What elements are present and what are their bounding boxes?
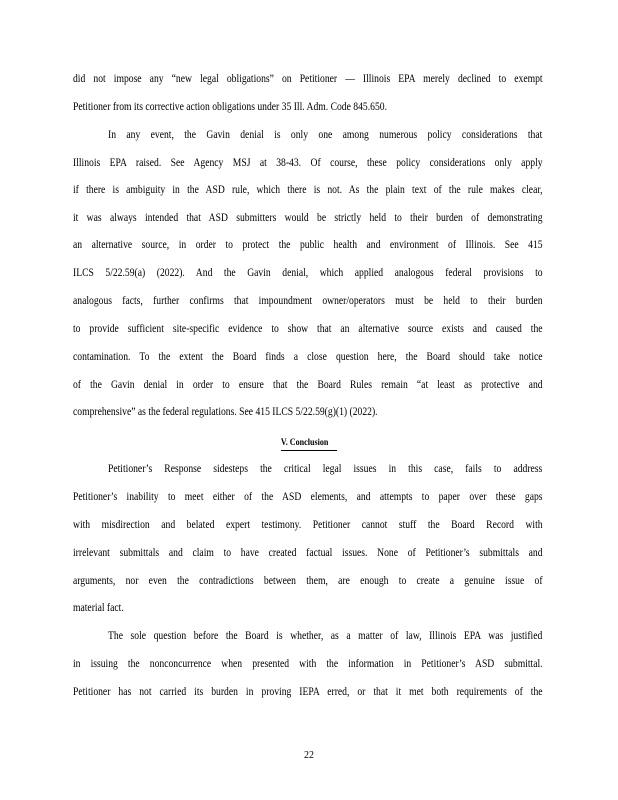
paragraph-line: to provide sufficient site-specific evidence to show that an alternative source exists and caused the: [73, 323, 543, 335]
paragraph-line: in issuing the nonconcurrence when presented with the information in Petitioner’s ASD submittal.: [73, 658, 543, 670]
paragraph-line: Petitioner has not carried its burden in proving IEPA erred, or that it met both requirements of the: [73, 686, 543, 698]
paragraph-line: Petitioner’s inability to meet either of the ASD elements, and attempts to paper over these gaps: [73, 491, 543, 503]
paragraph-line: irrelevant submittals and claim to have created factual issues. None of Petitioner’s submittals and: [73, 547, 543, 559]
paragraph-line: if there is ambiguity in the ASD rule, which there is not. As the plain text of the rule makes clear,: [73, 184, 543, 196]
page-number: 22: [304, 749, 314, 761]
paragraph-line: comprehensive” as the federal regulations. See 415 ILCS 5/22.59(g)(1) (2022).: [73, 406, 378, 418]
paragraph-line: Petitioner from its corrective action obligations under 35 Ill. Adm. Code 845.650.: [73, 101, 387, 113]
paragraph-line: of the Gavin denial in order to ensure that the Board Rules remain “at least as protective and: [73, 379, 543, 391]
paragraph-line: Illinois EPA raised. See Agency MSJ at 38-43. Of course, these policy considerations only apply: [73, 157, 543, 169]
paragraph-line: it was always intended that ASD submitters would be strictly held to their burden of demonstrating: [73, 212, 543, 224]
paragraph-line: The sole question before the Board is whether, as a matter of law, Illinois EPA was justified: [108, 630, 543, 642]
paragraph-line: an alternative source, in order to protect the public health and environment of Illinois. See 415: [73, 239, 543, 251]
paragraph-line: ILCS 5/22.59(a) (2022). And the Gavin denial, which applied analogous federal provisions to: [73, 267, 543, 279]
section-heading-text: V. Conclusion: [281, 437, 337, 451]
paragraph-line: In any event, the Gavin denial is only one among numerous policy considerations that: [108, 129, 543, 141]
paragraph-line: with misdirection and belated expert testimony. Petitioner cannot stuff the Board Record with: [73, 519, 543, 531]
paragraph-line: material fact.: [73, 602, 124, 614]
paragraph-line: analogous facts, further confirms that impoundment owner/operators must be held to their burden: [73, 295, 543, 307]
paragraph-line: arguments, nor even the contradictions between them, are enough to create a genuine issue of: [73, 575, 543, 587]
paragraph-line: did not impose any “new legal obligations” on Petitioner — Illinois EPA merely declined to exempt: [73, 73, 543, 85]
paragraph-line: Petitioner’s Response sidesteps the critical legal issues in this case, fails to address: [108, 463, 543, 475]
section-heading: [0, 437, 618, 451]
paragraph-line: contamination. To the extent the Board finds a close question here, the Board should take notice: [73, 351, 543, 363]
